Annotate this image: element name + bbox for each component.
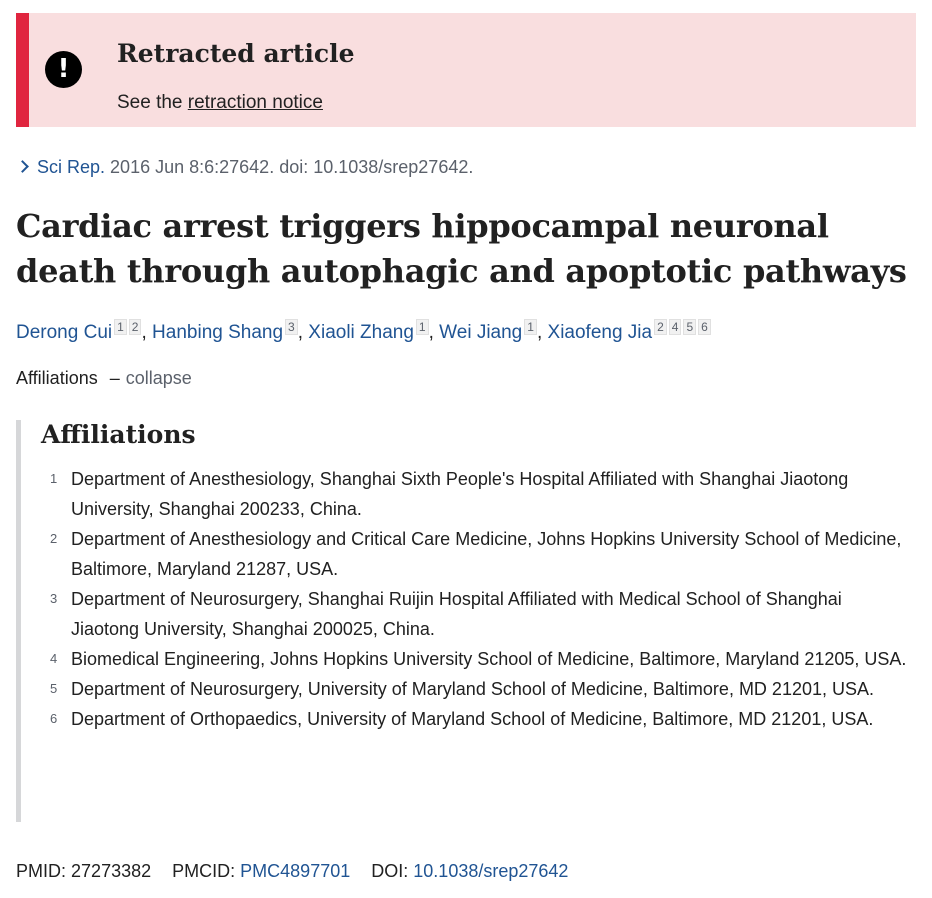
affiliation-ref[interactable]: 6 [698,319,711,335]
pmcid-label: PMCID: [172,861,236,881]
affiliation-text: Department of Anesthesiology, Shanghai Sixth People's Hospital Affiliated with Shanghai Jiaotong University, Shanghai 200233, China. [71,469,849,519]
affiliation-ref[interactable]: 2 [129,319,142,335]
affiliation-item [21,704,911,734]
retraction-notice-link[interactable]: retraction notice [187,92,323,113]
affiliation-text: Department of Orthopaedics, University of Maryland School of Medicine, Baltimore, MD 21201, USA. [71,709,874,729]
affiliations-panel [16,420,916,822]
affiliation-number: 6 [50,711,58,726]
banner-message [117,92,323,114]
affiliation-text: Department of Neurosurgery, University of Maryland School of Medicine, Baltimore, MD 21201, USA. [71,679,875,699]
article-identifiers [16,861,568,882]
affiliation-ref[interactable]: 5 [683,319,696,335]
affiliations-heading: Affiliations [41,420,196,449]
affiliation-item [21,584,911,644]
affiliation-item [21,464,911,524]
exclamation-circle-icon: ! [45,51,82,88]
affiliation-item [21,524,911,584]
author-list: Derong Cui 1 2 , Hanbing Shang 3 , Xiaoli Zhang 1 , Wei Jiang 1 , Xiaofeng Jia 2 4 5 6 [16,319,711,344]
affiliation-number: 2 [50,531,58,546]
affiliation-ref[interactable]: 1 [524,319,537,335]
affiliation-ref[interactable]: 1 [416,319,429,335]
pmid-value: 27273382 [71,861,152,881]
affiliation-text: Department of Anesthesiology and Critical Care Medicine, Johns Hopkins University School of Medicine, Baltimore, Maryland 21287, USA. [71,529,902,579]
pmcid-link[interactable]: PMC4897701 [240,861,351,881]
affiliation-number: 3 [50,591,58,606]
journal-link[interactable]: Sci Rep. [37,157,106,177]
affiliation-ref[interactable]: 2 [654,319,667,335]
affiliation-number: 5 [50,681,58,696]
chevron-right-icon[interactable] [16,160,29,173]
article-title: Cardiac arrest triggers hippocampal neuronal death through autophagic and apoptotic pathways [16,207,907,290]
affiliation-item [21,644,911,674]
affiliations-list [21,464,911,734]
affiliation-text: Department of Neurosurgery, Shanghai Ruijin Hospital Affiliated with Medical School of Shanghai Jiaotong University, Shanghai 200025, China. [71,589,842,639]
doi-label: DOI: [371,861,409,881]
author-link[interactable]: Xiaoli Zhang [308,322,414,343]
affiliation-text: Biomedical Engineering, Johns Hopkins University School of Medicine, Baltimore, Maryland 21205, USA. [71,649,907,669]
dash-icon: – [109,368,120,388]
banner-prefix: See the [117,92,183,113]
affiliation-number: 1 [50,471,58,486]
affiliations-toggle-label: Affiliations [16,368,98,388]
author-link[interactable]: Wei Jiang [439,322,523,343]
affiliation-ref[interactable]: 4 [669,319,682,335]
pmid-label: PMID: [16,861,67,881]
affiliation-item [21,674,911,704]
affiliation-ref[interactable]: 3 [285,319,298,335]
affiliation-ref[interactable]: 1 [114,319,127,335]
collapse-button[interactable]: collapse [125,368,192,388]
retraction-banner [16,13,916,127]
author-link[interactable]: Derong Cui [16,322,113,343]
affiliation-number: 4 [50,651,58,666]
affiliations-toggle[interactable] [16,368,192,389]
author-link[interactable]: Hanbing Shang [152,322,284,343]
citation-details: 2016 Jun 8:6:27642. doi: 10.1038/srep27642. [110,157,474,177]
doi-link[interactable]: 10.1038/srep27642 [413,861,569,881]
author-link[interactable]: Xiaofeng Jia [547,322,653,343]
banner-title: Retracted article [117,39,355,68]
citation-line [16,157,473,178]
